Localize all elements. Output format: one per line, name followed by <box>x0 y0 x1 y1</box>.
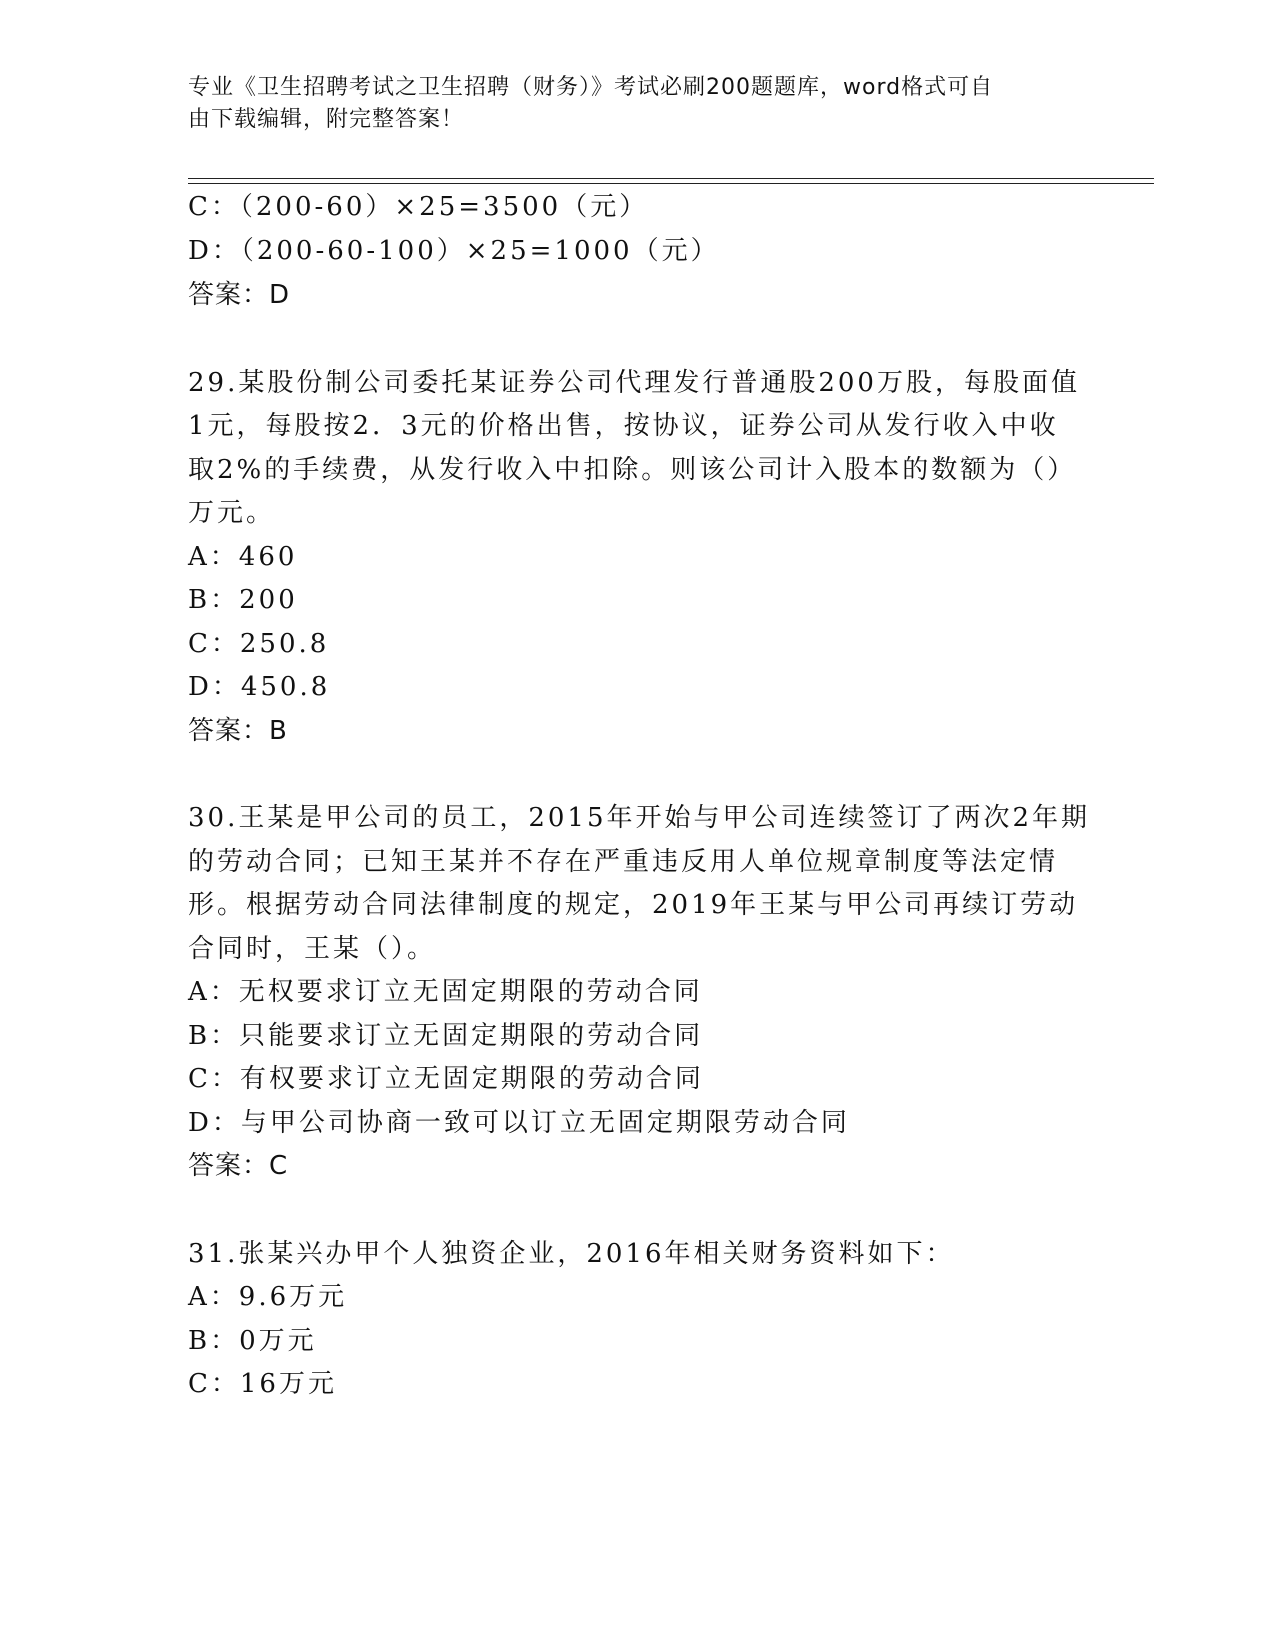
q30-option-d: D：与甲公司协商一致可以订立无固定期限劳动合同 <box>188 1108 850 1138</box>
q29-option-a: A：460 <box>188 542 298 572</box>
q30-stem-line-2: 的劳动合同；已知王某并不存在严重违反用人单位规章制度等法定情 <box>188 847 1059 877</box>
header-line-1: 专业《卫生招聘考试之卫生招聘（财务）》考试必刷200题题库，word格式可自 <box>188 75 994 100</box>
q31-option-b: B：0万元 <box>188 1326 317 1356</box>
q30-stem-line-1: 30.王某是甲公司的员工，2015年开始与甲公司连续签订了两次2年期 <box>188 803 1091 833</box>
header-line-2: 由下载编辑，附完整答案！ <box>188 107 465 132</box>
q29-stem-line-4: 万元。 <box>188 498 276 528</box>
q29-option-c: C：250.8 <box>188 629 330 659</box>
q31-stem: 31.张某兴办甲个人独资企业，2016年相关财务资料如下： <box>188 1239 955 1269</box>
q30-stem-line-3: 形。根据劳动合同法律制度的规定，2019年王某与甲公司再续订劳动 <box>188 890 1079 920</box>
header-divider-bottom <box>188 183 1154 184</box>
q30-stem-line-4: 合同时，王某（）。 <box>188 934 437 964</box>
q31-option-a: A：9.6万元 <box>188 1282 348 1312</box>
q29-option-d: D：450.8 <box>188 672 331 702</box>
q28-option-c: C：（200-60）×25=3500（元） <box>188 192 649 222</box>
q29-stem-line-1: 29.某股份制公司委托某证券公司代理发行普通股200万股，每股面值 <box>188 368 1080 398</box>
q30-answer: 答案：C <box>188 1151 289 1181</box>
q31-option-c: C：16万元 <box>188 1369 337 1399</box>
q29-option-b: B：200 <box>188 585 298 615</box>
q29-stem-line-3: 取2%的手续费，从发行收入中扣除。则该公司计入股本的数额为（） <box>188 455 1077 485</box>
q28-option-d: D：（200-60-100）×25=1000（元） <box>188 236 720 266</box>
document-header <box>188 72 1068 136</box>
q30-option-a: A：无权要求订立无固定期限的劳动合同 <box>188 977 703 1007</box>
header-divider-top <box>188 178 1154 179</box>
q30-option-c: C：有权要求订立无固定期限的劳动合同 <box>188 1064 704 1094</box>
q30-option-b: B：只能要求订立无固定期限的劳动合同 <box>188 1021 704 1051</box>
q28-answer: 答案：D <box>188 280 291 310</box>
q29-answer: 答案：B <box>188 716 288 746</box>
q29-stem-line-2: 1元，每股按2．3元的价格出售，按协议，证券公司从发行收入中收 <box>188 411 1059 441</box>
